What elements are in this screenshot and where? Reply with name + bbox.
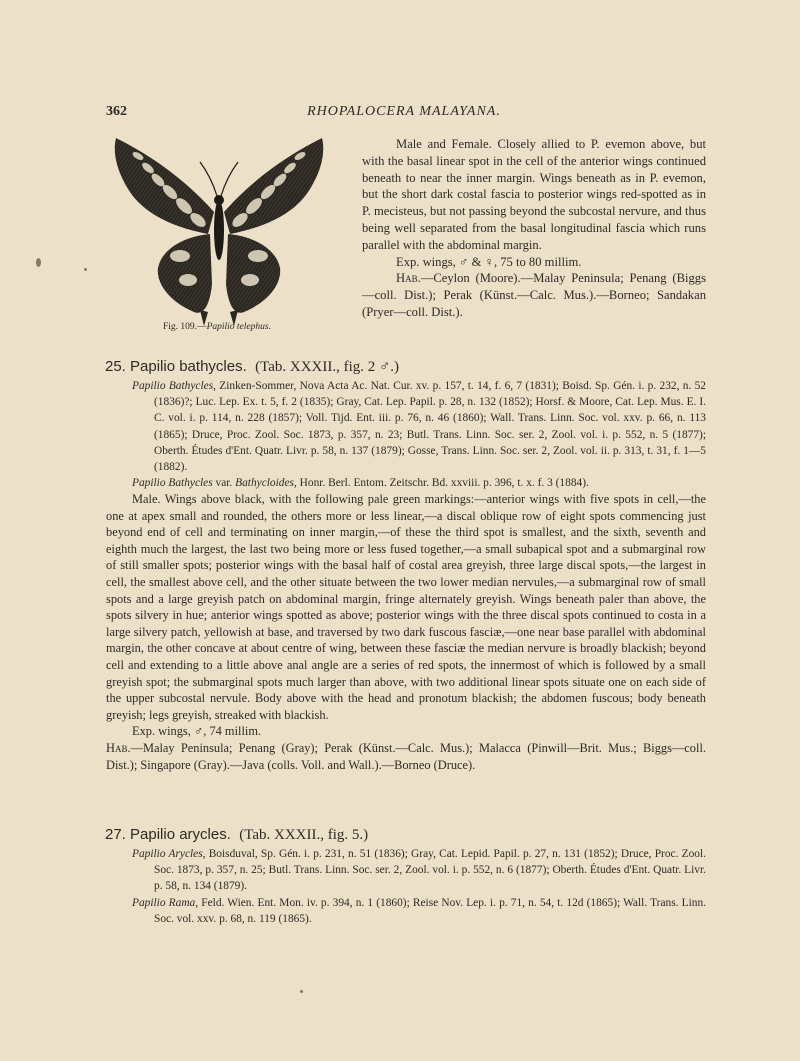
page-number: 362 — [106, 104, 127, 119]
paper-speck — [36, 258, 41, 267]
reference-entry: Papilio Bathycles var. Bathycloides, Honr. Berl. Entom. Zeitschr. Bd. xxviii. p. 396, t. x. f. 3 (1884). — [132, 477, 589, 490]
running-header — [106, 104, 702, 126]
side-paragraph-1: Male and Female. Closely allied to P. evemon above, but with the basal linear spot in the cell of the anterior wings continued beneath to near the inner margin. Wings beneath as in P. evemon, but the short dark costal fascia to posterior wings red-spotted as in P. mecisteus, but not passing beyond the subcostal nervure, and thus being well separated from the basal longitudinal fascia which runs parallel with the abdominal margin. — [362, 137, 706, 252]
reference-entry: Papilio Bathycles, Zinken-Sommer, Nova Acta Ac. Nat. Cur. xv. p. 157, t. 14, f. 6, 7 (1831); Boisd. Sp. Gén. i. p. 232, n. 52 (1836)?; Luc. Lep. Ex. t. 5, f. 2 (1835); Gray, Cat. Lep. Papil. p. 28, n. 132 (1852); Horsf. & Moore, Cat. Lep. Mus. E. I. C. vol. i. p. 114, n. 228 (1857); Voll. Tijd. Ent. iii. p. 76, n. 46 (1860); Wall. Trans. Linn. Soc. vol. xxv. p. 66, n. 113 (1865); Druce, Proc. Zool. Soc. 1873, p. 357, n. 23; Butl. Trans. Linn. Soc. ser. 2, Zool. vol. i. p. 552, n. 5 (1877); Oberth. Études d'Ent. Quatr. Livr. p. 58, n. 137 (1879); Gosse, Trans. Linn. Soc. ser. 2, Zool. vol. ii. p. 313, t. 31, f. 1—5 (1882). — [132, 380, 707, 474]
hab-paragraph: Hab.—Malay Peninsula; Penang (Gray); Perak (Künst.—Calc. Mus.); Malacca (Pinwill—Brit. Mus.; Biggs—coll. Dist.); Singapore (Gray).—Java (colls. Voll. and Wall.).—Borneo (Druce). — [106, 740, 706, 772]
description-25 — [106, 491, 706, 773]
species-title-25: 25. Papilio bathycles. (Tab. XXXII., fig. 2 ♂.) — [105, 358, 400, 375]
butterfly-figure — [108, 134, 330, 334]
reference-entry: Papilio Rama, Feld. Wien. Ent. Mon. iv. p. 394, n. 1 (1860); Reise Nov. Lep. i. p. 71, n. 54, t. 12d (1865); Wall. Trans. Linn. Soc. vol. xxv. p. 68, n. 119 (1865). — [132, 896, 706, 925]
reference-entry: Papilio Arycles, Boisduval, Sp. Gén. i. p. 231, n. 51 (1836); Gray, Cat. Lepid. Papil. p. 27, n. 131 (1852); Druce, Proc. Zool. Soc. 1873, p. 357, n. 25; Butl. Trans. Linn. Soc. ser. 2, Zool. vol. i. p. 552, n. 6 (1877); Oberth. Études d'Ent. Quatr. Livr. p. 58, n. 134 (1879). — [132, 848, 706, 893]
side-paragraph-exp: Exp. wings, ♂ & ♀, 75 to 80 millim. — [396, 254, 582, 269]
paper-speck — [300, 990, 303, 993]
references-25 — [132, 378, 706, 491]
exp-paragraph: Exp. wings, ♂, 74 millim. — [132, 724, 262, 739]
species-title-27: 27. Papilio arycles. (Tab. XXXII., fig. 5.) — [105, 826, 369, 843]
running-title: RHOPALOCERA MALAYANA. — [307, 104, 501, 119]
butterfly-illustration-icon — [108, 134, 330, 330]
references-27 — [132, 846, 706, 927]
side-description — [362, 136, 706, 321]
side-paragraph-hab: Hab.—Ceylon (Moore).—Malay Peninsula; Penang (Biggs—coll. Dist.); Perak (Künst.—Calc. Mus.).—Borneo; Sandakan (Pryer—coll. Dist.). — [362, 271, 706, 319]
figure-caption: Fig. 109.—Papilio telephus. — [163, 322, 271, 332]
paper-speck — [84, 268, 87, 271]
description-paragraph: Male. Wings above black, with the following pale green markings:—anterior wings with five spots in cell,—the one at apex small and rounded, the others more or less linear,—a discal oblique row of eight spots commencing just beyond end of cell and terminating on inner margin,—of these the third spot is smallest, and the sixth, seventh and eighth much the largest, the last two being more or less fused together,—a small subapical spot and a submarginal row of still smaller spots; posterior wings with the basal half of costal area greyish, three large discal spots,—the largest in cell, the smallest above cell, and the other situate between the two lower median nervules,—a submarginal row of small spots and a large greyish patch on abdominal margin, fringe alternately greyish. Wings beneath paler than above, the spots silvery in hue; anterior wings spotted as above; posterior wings with the three discal spots continued to costa in a large silvery patch, yellowish at base, and traversed by two dark fuscous fasciæ,—one near base parallel with abdominal margin, the other concave at about centre of wing, between these fasciæ the median nervure is broadly blackish; beyond cell and extending to a little above anal angle are a series of red spots, the innermost of which is followed by a small greyish spot; the submarginal spots much larger than above, with two additional linear spots situate one on each side of the upper subcostal nervule. Body above with the head and pronotum blackish; the abdomen fuscous; body beneath greyish; legs greyish, streaked with blackish. — [106, 492, 706, 722]
